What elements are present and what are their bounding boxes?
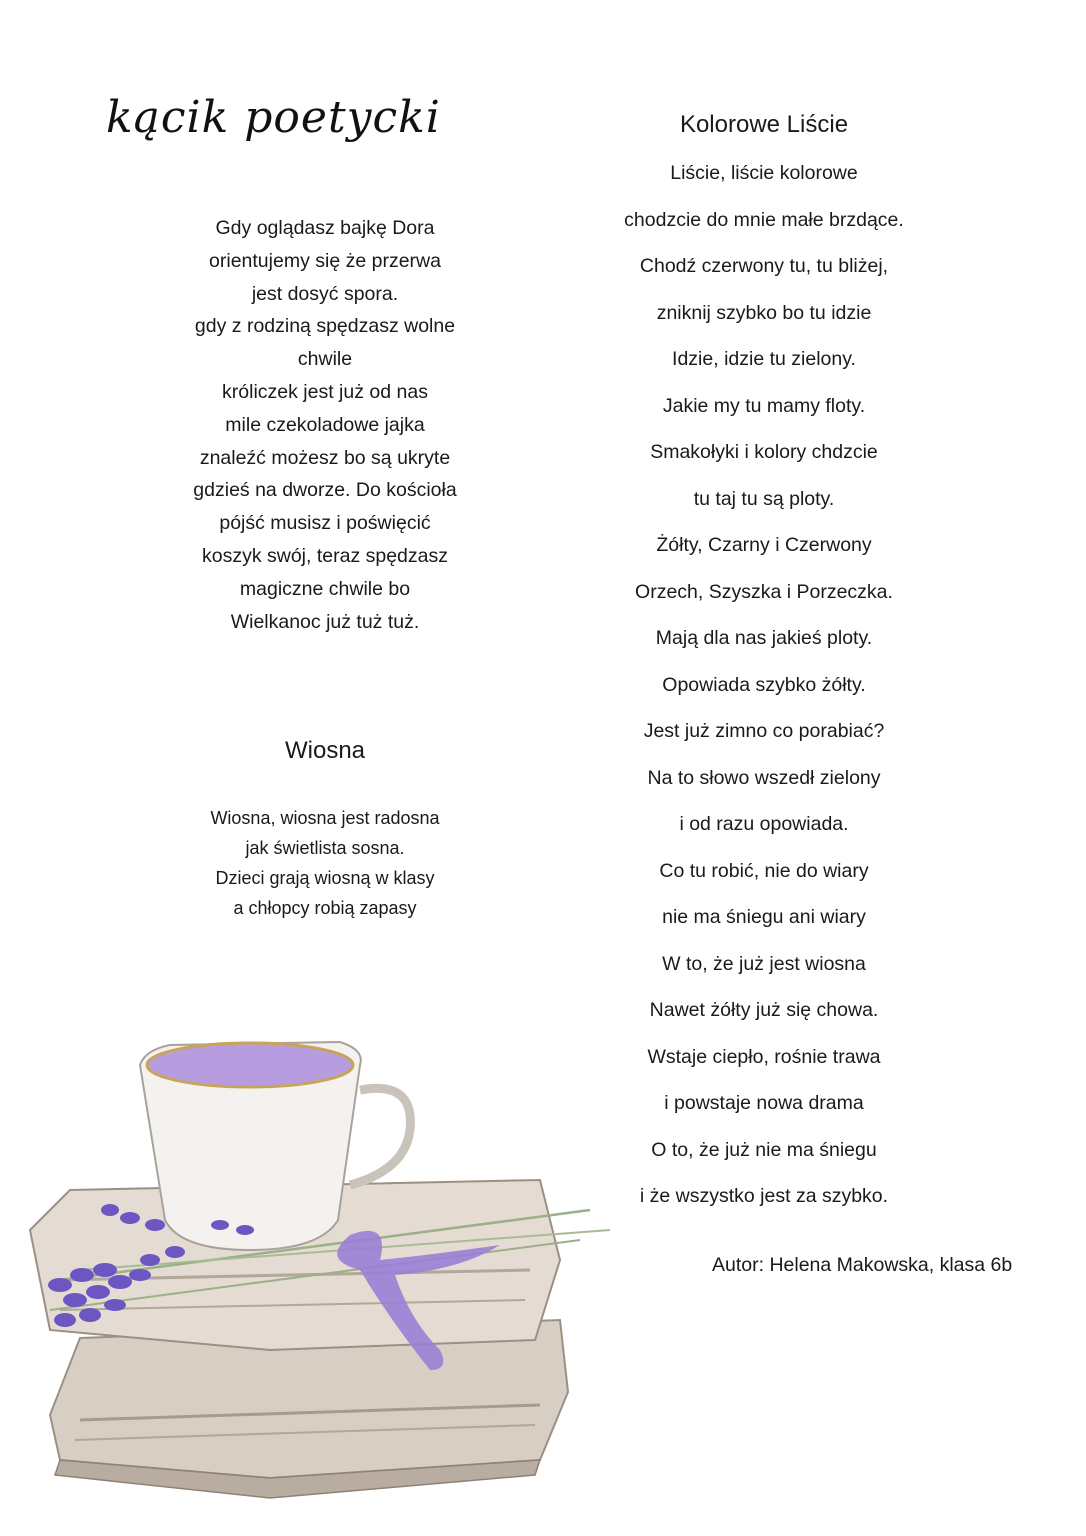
poem-line: Mają dla nas jakieś ploty.: [655, 627, 873, 649]
tea-surface: [147, 1043, 353, 1087]
poem-line: Dzieci grają wiosną w klasy: [215, 868, 435, 888]
teacup-books-lavender-icon: [20, 1020, 640, 1520]
poem-line: Opowiada szybko żółty.: [662, 673, 866, 696]
poem-line: magiczne chwile bo: [239, 577, 411, 600]
poem-line: Idzie, idzie tu zielony.: [672, 348, 856, 370]
poem-line: Wielkanoc już tuż tuż.: [230, 610, 420, 633]
page-title: kącik poetycki: [106, 92, 441, 143]
poem-line: pójść musisz i poświęcić: [219, 512, 431, 535]
poem-line: Wiosna, wiosna jest radosna: [210, 808, 440, 828]
poem-line: O to, że już nie ma śniegu: [651, 1138, 877, 1161]
poem-line: Wstaje ciepło, rośnie trawa: [647, 1045, 881, 1068]
poem-line: Gdy oglądasz bajkę Dora: [215, 217, 435, 239]
poem-line: Nawet żółty już się chowa.: [649, 999, 879, 1021]
poem-line: mile czekoladowe jajka: [225, 413, 425, 436]
poem-right-title: Kolorowe Liście: [679, 111, 849, 138]
poem-line: tu taj tu są ploty.: [693, 487, 835, 510]
poem-line: jak świetlista sosna.: [245, 838, 405, 858]
poem-wiosna: [150, 803, 500, 923]
poem-line: gdzieś na dworze. Do kościoła: [193, 479, 457, 502]
poem-line: gdy z rodziną spędzasz wolne: [194, 315, 456, 338]
poem-wiosna-title: Wiosna: [284, 737, 366, 764]
poem-line: i od razu opowiada.: [679, 813, 849, 835]
poem-line: i że wszystko jest za szybko.: [639, 1185, 889, 1207]
poem-left: [150, 212, 500, 638]
poem-line: W to, że już jest wiosna: [662, 952, 866, 975]
poem-line: orientujemy się że przerwa: [209, 249, 441, 272]
poem-line: Na to słowo wszedł zielony: [647, 766, 881, 789]
poem-line: Smakołyki i kolory chdzcie: [650, 441, 878, 463]
poem-line: znaleźć możesz bo są ukryte: [199, 446, 451, 469]
poem-line: Jakie my tu mamy floty.: [662, 394, 866, 417]
poem-line: króliczek jest już od nas: [222, 380, 428, 403]
poem-line: jest dosyć spora.: [251, 282, 399, 305]
poem-line: Żółty, Czarny i Czerwony: [656, 534, 872, 556]
poem-line: zniknij szybko bo tu idzie: [656, 301, 872, 324]
poem-line: Jest już zimno co porabiać?: [643, 720, 885, 742]
poem-line: a chłopcy robią zapasy: [233, 898, 417, 918]
poem-line: Co tu robić, nie do wiary: [659, 859, 869, 882]
poem-line: chwile: [297, 348, 353, 371]
poem-line: i powstaje nowa drama: [664, 1092, 864, 1114]
poem-line: nie ma śniegu ani wiary: [662, 906, 866, 928]
poem-author: Autor: Helena Makowska, klasa 6b: [712, 1254, 1013, 1276]
poem-line: Orzech, Szyszka i Porzeczka.: [635, 580, 893, 603]
poem-line: chodzcie do mnie małe brzdące.: [624, 208, 904, 231]
poem-line: Chodź czerwony tu, tu bliżej,: [639, 255, 889, 277]
poem-line: koszyk swój, teraz spędzasz: [201, 544, 448, 567]
poem-line: Liście, liście kolorowe: [670, 162, 858, 184]
